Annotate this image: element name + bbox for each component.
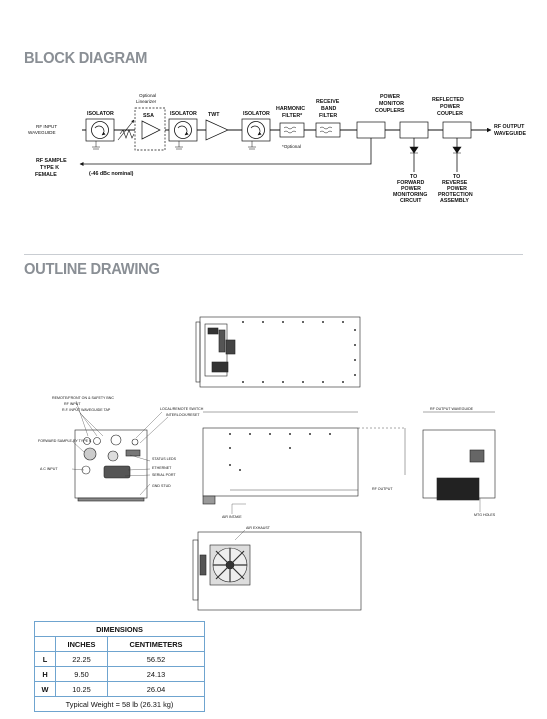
typical-weight: Typical Weight = 58 lb (26.31 kg) <box>35 697 205 712</box>
isolator-1 <box>86 111 114 149</box>
callout-mtg-holes: MTG HOLES <box>474 513 496 517</box>
optional-note: *Optional <box>282 144 301 149</box>
callout-rf-output: RF OUTPUT <box>372 487 393 491</box>
outline-drawing <box>0 300 547 620</box>
receive-filter-label-3: FILTER <box>319 113 338 119</box>
header-centimeters: CENTIMETERS <box>108 637 205 652</box>
callout-local-remote: LOCAL/REMOTE SWITCH <box>160 407 204 411</box>
svg-text:RF INPUT <box>36 124 57 129</box>
rf-input-label-2: WAVEGUIDE <box>28 130 56 135</box>
dimensions-title: DIMENSIONS <box>35 622 205 637</box>
forward-label-3: POWER <box>401 186 422 192</box>
rf-sample-label-3: FEMALE <box>35 172 57 178</box>
block-diagram-heading: BLOCK DIAGRAM <box>24 50 148 67</box>
weight-row <box>35 697 205 712</box>
rf-sample-label-1: RF SAMPLE <box>36 158 67 164</box>
rf-sample-label-2: TYPE K <box>40 165 60 171</box>
forward-label-5: CIRCUIT <box>400 198 422 204</box>
callout-rf-input-tap: R.F. INPUT WAVEGUIDE TAP <box>62 408 111 412</box>
callout-ac-input: A C INPUT <box>40 467 58 471</box>
width-inches: 10.25 <box>56 682 108 697</box>
couplers-label-1: POWER <box>380 94 401 100</box>
harmonic-filter <box>276 106 305 149</box>
dimensions-header-row <box>35 637 205 652</box>
forward-label-1: TO <box>410 174 418 180</box>
length-cm: 56.52 <box>108 652 205 667</box>
reverse-label-2: REVERSE <box>442 180 468 186</box>
table-row <box>35 667 205 682</box>
callout-ethernet: ETHERNET <box>152 466 172 470</box>
callout-air-exhaust: AIR EXHAUST <box>246 526 270 530</box>
twt-label: TWT <box>208 112 220 118</box>
length-inches: 22.25 <box>56 652 108 667</box>
callout-rf-output-waveguide: RF OUTPUT WAVEGUIDE <box>430 407 474 411</box>
table-row <box>35 652 205 667</box>
height-inches: 9.50 <box>56 667 108 682</box>
rf-sample-path <box>80 138 371 164</box>
reflected-power-coupler <box>432 97 471 138</box>
callout-rf-input: RF INPUT <box>64 402 81 406</box>
svg-text:WAVEGUIDE <box>28 130 56 135</box>
callout-air-intake: AIR INTAKE <box>222 515 242 519</box>
header-inches: INCHES <box>56 637 108 652</box>
dimensions-title-row <box>35 622 205 637</box>
dimensions-header-blank <box>35 637 56 652</box>
height-cm: 24.13 <box>108 667 205 682</box>
sample-level-note: (-46 dBc nominal) <box>89 171 134 177</box>
callout-remote-front: REMOTE/FRONT ON & SAFETY BNC <box>52 396 114 400</box>
isolator-3 <box>242 111 270 149</box>
isolator-1-label: ISOLATOR <box>87 111 114 117</box>
callout-status-leds: STATUS LEDS <box>152 457 177 461</box>
rear-view <box>423 412 495 500</box>
receive-band-filter <box>316 99 340 137</box>
reverse-detector <box>438 138 473 204</box>
isolator-3-label: ISOLATOR <box>243 111 270 117</box>
receive-filter-label-2: BAND <box>321 106 337 112</box>
forward-label-2: FORWARD <box>397 180 425 186</box>
receive-filter-label-1: RECEIVE <box>316 99 340 105</box>
row-label-height: H <box>35 667 56 682</box>
callout-interlock-reset: INTERLOCK/RESET <box>166 413 200 417</box>
rf-output-label-2: WAVEGUIDE <box>494 131 526 137</box>
couplers-label-2: MONITOR <box>379 101 404 107</box>
power-monitor-couplers <box>357 94 428 138</box>
twt-amplifier <box>206 112 228 140</box>
reverse-label-5: ASSEMBLY <box>440 198 469 204</box>
rf-input-label-1: RF INPUT <box>36 124 58 129</box>
callout-serial-port: SERIAL PORT <box>152 473 176 477</box>
reflected-label-1: REFLECTED <box>432 97 464 103</box>
top-view <box>196 317 360 387</box>
isolator-2-label: ISOLATOR <box>170 111 197 117</box>
linearizer-label-1: Optional <box>139 93 157 98</box>
bottom-view <box>193 532 361 610</box>
callout-gnd-stud: GND STUD <box>152 484 171 488</box>
outline-drawing-heading: OUTLINE DRAWING <box>24 261 160 278</box>
forward-label-4: MONITORING <box>393 192 428 198</box>
reverse-label-4: PROTECTION <box>438 192 473 198</box>
width-cm: 26.04 <box>108 682 205 697</box>
ssa-label: SSA <box>143 113 154 119</box>
row-label-length: L <box>35 652 56 667</box>
couplers-label-3: COUPLERS <box>375 108 405 114</box>
rf-output-label-1: RF OUTPUT <box>494 124 525 130</box>
reverse-label-1: TO <box>453 174 461 180</box>
callout-forward-sample: FORWARD SAMPLE BY TYPE K <box>38 439 92 443</box>
row-label-width: W <box>35 682 56 697</box>
forward-detector <box>393 138 427 204</box>
optional-linearizer <box>135 93 165 150</box>
reflected-label-3: COUPLER <box>437 111 463 117</box>
harmonic-filter-label-1: HARMONIC <box>276 106 306 112</box>
harmonic-filter-label-2: FILTER* <box>282 113 303 119</box>
dimensions-table <box>34 621 205 712</box>
reverse-label-3: POWER <box>447 186 468 192</box>
reflected-label-2: POWER <box>440 104 461 110</box>
table-row <box>35 682 205 697</box>
section-divider <box>24 254 523 255</box>
isolator-2 <box>169 111 197 149</box>
linearizer-label-2: Linearizer <box>136 99 157 104</box>
block-diagram <box>0 0 547 215</box>
